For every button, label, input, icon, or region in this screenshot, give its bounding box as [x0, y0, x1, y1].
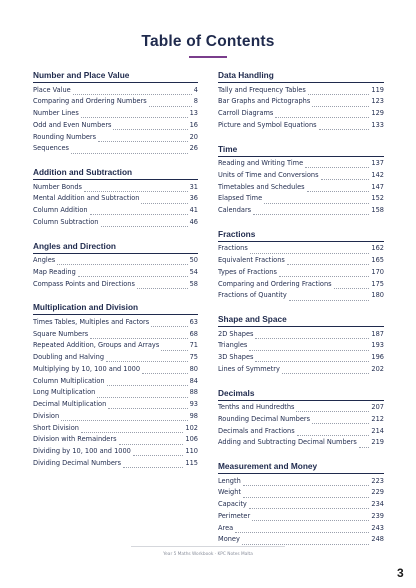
- toc-entry[interactable]: [218, 158, 384, 170]
- page-title: Table of Contents: [141, 33, 275, 50]
- dot-leader: [61, 414, 187, 421]
- toc-entry[interactable]: [218, 182, 384, 194]
- toc-entry-page: 84: [189, 376, 198, 385]
- toc-entry-page: 158: [371, 206, 384, 214]
- toc-entry-page: 63: [189, 317, 198, 326]
- dot-leader: [97, 391, 187, 398]
- toc-entry-label: Lines of Symmetry: [218, 364, 280, 373]
- toc-entry[interactable]: [33, 143, 198, 155]
- toc-entry-label: 2D Shapes: [218, 329, 254, 338]
- toc-entry[interactable]: [218, 402, 384, 414]
- toc-entry-page: 147: [371, 182, 384, 191]
- toc-entry-page: 80: [189, 364, 198, 373]
- dot-leader: [321, 173, 370, 180]
- section-title: Decimals: [218, 388, 384, 401]
- toc-entry-page: 46: [189, 217, 198, 226]
- toc-entry[interactable]: [218, 534, 384, 546]
- toc-entry-label: Money: [218, 535, 240, 544]
- dot-leader: [108, 402, 187, 409]
- toc-entry-page: 243: [371, 523, 384, 532]
- toc-entry-label: Short Division: [33, 423, 79, 432]
- toc-entry-page: 223: [371, 476, 384, 485]
- toc-entry-label: Dividing Decimal Numbers: [33, 458, 122, 467]
- toc-entry-page: 229: [371, 488, 384, 497]
- dot-leader: [289, 294, 370, 301]
- toc-entry-label: Column Multiplication: [33, 376, 105, 385]
- toc-entry[interactable]: [218, 243, 384, 255]
- left-column: [33, 70, 198, 470]
- toc-entry-label: Timetables and Schedules: [218, 182, 305, 191]
- toc-entry[interactable]: [218, 329, 384, 341]
- dot-leader: [282, 367, 369, 374]
- toc-entry-page: 170: [371, 267, 384, 276]
- dot-leader: [133, 449, 184, 456]
- toc-entry[interactable]: [218, 352, 384, 364]
- toc-entry-page: 123: [371, 97, 384, 106]
- toc-entry-page: 152: [371, 194, 384, 203]
- toc-entry-label: Compass Points and Directions: [33, 279, 135, 288]
- toc-entry-label: Column Subtraction: [33, 217, 99, 226]
- toc-entry[interactable]: [218, 499, 384, 511]
- toc-entry-label: Times Tables, Multiples and Factors: [33, 317, 150, 326]
- dot-leader: [81, 426, 183, 433]
- dot-leader: [249, 502, 370, 509]
- toc-entry-page: 106: [185, 435, 198, 444]
- dot-leader: [264, 197, 369, 204]
- toc-entry[interactable]: [33, 205, 198, 217]
- toc-entry-page: 193: [371, 341, 384, 350]
- toc-entry[interactable]: [218, 205, 384, 217]
- toc-section: [218, 388, 384, 450]
- section-title: Measurement and Money: [218, 461, 384, 474]
- toc-entry[interactable]: [33, 352, 198, 364]
- toc-entry-label: Mental Addition and Subtraction: [33, 194, 140, 203]
- dot-leader: [113, 123, 187, 130]
- dot-leader: [107, 379, 188, 386]
- toc-entry-label: Units of Time and Conversions: [218, 170, 319, 179]
- dot-leader: [279, 270, 370, 277]
- toc-entry-label: Decimal Multiplication: [33, 400, 107, 408]
- toc-entry-label: Rounding Decimal Numbers: [218, 414, 311, 423]
- toc-entry[interactable]: [33, 434, 198, 446]
- dot-leader: [78, 270, 188, 277]
- toc-entry-page: 16: [189, 120, 198, 129]
- toc-entry[interactable]: [218, 487, 384, 499]
- toc-entry[interactable]: [218, 279, 384, 291]
- toc-entry-page: 31: [189, 182, 198, 191]
- section-title: Fractions: [218, 229, 384, 242]
- toc-entry-page: 187: [371, 329, 384, 338]
- dot-leader: [235, 526, 369, 533]
- toc-entry[interactable]: [218, 255, 384, 267]
- toc-entry-page: 36: [189, 194, 198, 203]
- toc-entry-page: 175: [371, 279, 384, 288]
- toc-entry-page: 248: [371, 535, 384, 544]
- dot-leader: [307, 185, 370, 192]
- toc-entry-page: 110: [185, 447, 198, 455]
- toc-entry[interactable]: [33, 108, 198, 120]
- dot-leader: [142, 367, 188, 374]
- toc-entry-label: Triangles: [218, 341, 248, 350]
- right-column: [218, 70, 384, 546]
- dot-leader: [71, 147, 188, 154]
- toc-section: [218, 70, 384, 132]
- dot-leader: [359, 441, 370, 448]
- toc-entry-label: Capacity: [218, 500, 247, 508]
- toc-entry-label: Odd and Even Numbers: [33, 120, 112, 129]
- toc-entry-page: 50: [189, 256, 198, 264]
- toc-section: [218, 229, 384, 302]
- toc-section: [218, 144, 384, 217]
- toc-entry[interactable]: [33, 96, 198, 108]
- dot-leader: [151, 320, 187, 327]
- toc-section: [33, 302, 198, 469]
- toc-entry[interactable]: [218, 85, 384, 97]
- toc-entry-page: 142: [371, 170, 384, 179]
- toc-entry[interactable]: [33, 458, 198, 470]
- toc-entry-page: 219: [371, 438, 384, 447]
- dot-leader: [308, 88, 370, 95]
- toc-entry-label: Types of Fractions: [218, 267, 277, 276]
- toc-entry[interactable]: [218, 96, 384, 108]
- toc-entry[interactable]: [33, 267, 198, 279]
- toc-entry-label: Fractions of Quantity: [218, 291, 287, 300]
- toc-entry-page: 180: [371, 291, 384, 300]
- toc-entry-page: 207: [371, 403, 384, 411]
- title-underline: [189, 56, 227, 58]
- toc-entry-label: 3D Shapes: [218, 353, 254, 361]
- toc-entry-label: Number Lines: [33, 109, 79, 117]
- section-title: Data Handling: [218, 70, 384, 83]
- toc-entry-label: Rounding Numbers: [33, 132, 97, 141]
- dot-leader: [312, 417, 369, 424]
- toc-entry-page: 137: [371, 159, 384, 167]
- dot-leader: [255, 355, 369, 362]
- dot-leader: [57, 258, 187, 265]
- dot-leader: [334, 282, 370, 289]
- toc-entry[interactable]: [218, 170, 384, 182]
- dot-leader: [84, 185, 188, 192]
- toc-entry[interactable]: [33, 255, 198, 267]
- toc-entry[interactable]: [33, 120, 198, 132]
- toc-entry-page: 88: [189, 388, 198, 397]
- toc-entry[interactable]: [218, 290, 384, 302]
- toc-entry[interactable]: [33, 193, 198, 205]
- toc-entry-label: Length: [218, 476, 241, 485]
- dot-leader: [305, 161, 369, 168]
- toc-entry-label: Reading and Writing Time: [218, 159, 304, 167]
- dot-leader: [123, 461, 183, 468]
- toc-entry[interactable]: [33, 182, 198, 194]
- toc-entry[interactable]: [218, 437, 384, 449]
- toc-entry-page: 162: [371, 244, 384, 253]
- toc-entry-label: Number Bonds: [33, 182, 82, 191]
- section-title: Time: [218, 144, 384, 157]
- toc-entry-label: Fractions: [218, 244, 248, 253]
- toc-section: [218, 461, 384, 546]
- section-title: Addition and Subtraction: [33, 167, 198, 180]
- toc-section: [33, 70, 198, 155]
- toc-entry[interactable]: [218, 340, 384, 352]
- toc-entry[interactable]: [218, 364, 384, 376]
- toc-entry-label: Sequences: [33, 144, 69, 153]
- toc-entry-label: Weight: [218, 488, 241, 497]
- toc-entry-page: 71: [189, 341, 198, 350]
- dot-leader: [275, 111, 369, 118]
- toc-entry[interactable]: [33, 446, 198, 458]
- toc-entry-page: 20: [189, 132, 198, 141]
- toc-entry-label: Square Numbers: [33, 329, 89, 338]
- dot-leader: [255, 332, 369, 339]
- dot-leader: [106, 355, 188, 362]
- toc-entry[interactable]: [33, 217, 198, 229]
- toc-entry[interactable]: [33, 132, 198, 144]
- toc-entry-label: Dividing by 10, 100 and 1000: [33, 447, 131, 455]
- dot-leader: [243, 491, 369, 498]
- dot-leader: [250, 247, 370, 254]
- dot-leader: [319, 123, 370, 130]
- toc-entry[interactable]: [33, 329, 198, 341]
- toc-entry-page: 234: [371, 500, 384, 508]
- dot-leader: [119, 438, 184, 445]
- toc-entry[interactable]: [218, 523, 384, 535]
- toc-entry-label: Column Addition: [33, 206, 88, 214]
- toc-entry[interactable]: [33, 279, 198, 291]
- toc-entry-label: Picture and Symbol Equations: [218, 120, 317, 129]
- toc-entry-label: Calendars: [218, 206, 252, 214]
- toc-entry-label: Decimals and Fractions: [218, 426, 295, 435]
- toc-entry[interactable]: [218, 476, 384, 488]
- section-title: Angles and Direction: [33, 241, 198, 254]
- toc-entry[interactable]: [33, 423, 198, 435]
- toc-entry-page: 75: [189, 353, 198, 361]
- toc-entry-label: Place Value: [33, 85, 71, 94]
- toc-entry-label: Division with Remainders: [33, 435, 117, 444]
- toc-entry[interactable]: [218, 426, 384, 438]
- toc-entry-page: 133: [371, 120, 384, 129]
- dot-leader: [73, 88, 192, 95]
- toc-entry-label: Bar Graphs and Pictographs: [218, 97, 311, 106]
- dot-leader: [287, 258, 370, 265]
- toc-entry[interactable]: [33, 387, 198, 399]
- toc-entry-page: 115: [185, 458, 198, 467]
- toc-entry-page: 202: [371, 364, 384, 373]
- toc-entry[interactable]: [218, 267, 384, 279]
- toc-entry-page: 58: [189, 279, 198, 288]
- toc-entry-label: Doubling and Halving: [33, 353, 105, 361]
- toc-entry-label: Carroll Diagrams: [218, 109, 274, 117]
- toc-entry-page: 129: [371, 109, 384, 117]
- dot-leader: [161, 344, 187, 351]
- toc-entry-page: 102: [185, 423, 198, 432]
- dot-leader: [90, 208, 188, 215]
- section-title: Number and Place Value: [33, 70, 198, 83]
- dot-leader: [296, 405, 369, 412]
- dot-leader: [252, 514, 369, 521]
- toc-entry-label: Tally and Frequency Tables: [218, 85, 306, 94]
- dot-leader: [98, 135, 188, 142]
- toc-entry[interactable]: [218, 193, 384, 205]
- toc-section: [33, 241, 198, 291]
- toc-entry[interactable]: [33, 376, 198, 388]
- toc-entry-label: Adding and Subtracting Decimal Numbers: [218, 438, 357, 447]
- page-number: 3: [397, 566, 404, 580]
- toc-entry-page: 98: [189, 411, 198, 420]
- toc-entry[interactable]: [218, 108, 384, 120]
- toc-entry-page: 214: [371, 426, 384, 435]
- toc-entry-page: 165: [371, 256, 384, 264]
- toc-entry-page: 54: [189, 267, 198, 276]
- toc-entry-label: Equivalent Fractions: [218, 256, 285, 264]
- dot-leader: [149, 100, 192, 107]
- dot-leader: [243, 479, 370, 486]
- toc-entry-page: 4: [193, 85, 198, 94]
- toc-entry-page: 13: [189, 109, 198, 117]
- toc-entry[interactable]: [218, 414, 384, 426]
- toc-entry-label: Elapsed Time: [218, 194, 263, 203]
- toc-entry-label: Division: [33, 411, 60, 420]
- toc-entry-label: Angles: [33, 256, 56, 264]
- toc-entry-label: Perimeter: [218, 511, 251, 520]
- toc-entry-label: Comparing and Ordering Fractions: [218, 279, 332, 288]
- toc-entry-page: 196: [371, 353, 384, 361]
- dot-leader: [90, 332, 187, 339]
- dot-leader: [253, 208, 369, 215]
- toc-entry-page: 239: [371, 511, 384, 520]
- toc-entry-page: 119: [371, 85, 384, 94]
- toc-entry-page: 68: [189, 329, 198, 338]
- toc-section: [218, 314, 384, 376]
- dot-leader: [249, 344, 369, 351]
- dot-leader: [297, 429, 370, 436]
- dot-leader: [101, 220, 188, 227]
- dot-leader: [81, 111, 188, 118]
- footer-divider: [131, 546, 285, 547]
- toc-entry[interactable]: [33, 340, 198, 352]
- toc-entry[interactable]: [33, 317, 198, 329]
- dot-leader: [141, 197, 187, 204]
- toc-entry-page: 212: [371, 414, 384, 423]
- footer-text: Year 5 Maths Workbook · KPC Notes Malta: [163, 552, 253, 557]
- toc-entry-label: Tenths and Hundredths: [218, 403, 295, 411]
- toc-entry-label: Long Multiplication: [33, 388, 96, 397]
- section-title: Shape and Space: [218, 314, 384, 327]
- toc-entry-page: 8: [193, 97, 198, 106]
- toc-entry-label: Comparing and Ordering Numbers: [33, 97, 147, 106]
- section-title: Multiplication and Division: [33, 302, 198, 315]
- toc-entry-label: Map Reading: [33, 267, 76, 276]
- toc-entry-page: 41: [189, 206, 198, 214]
- toc-entry[interactable]: [33, 364, 198, 376]
- toc-entry-page: 26: [189, 144, 198, 153]
- dot-leader: [137, 282, 188, 289]
- toc-entry[interactable]: [218, 511, 384, 523]
- dot-leader: [242, 538, 370, 545]
- toc-entry[interactable]: [218, 120, 384, 132]
- dot-leader: [312, 100, 369, 107]
- toc-entry-label: Multiplying by 10, 100 and 1000: [33, 364, 141, 373]
- toc-entry[interactable]: [33, 399, 198, 411]
- toc-entry-label: Area: [218, 523, 234, 532]
- toc-entry[interactable]: [33, 85, 198, 97]
- toc-section: [33, 167, 198, 229]
- toc-entry-page: 93: [189, 400, 198, 408]
- toc-entry[interactable]: [33, 411, 198, 423]
- toc-entry-label: Repeated Addition, Groups and Arrays: [33, 341, 160, 350]
